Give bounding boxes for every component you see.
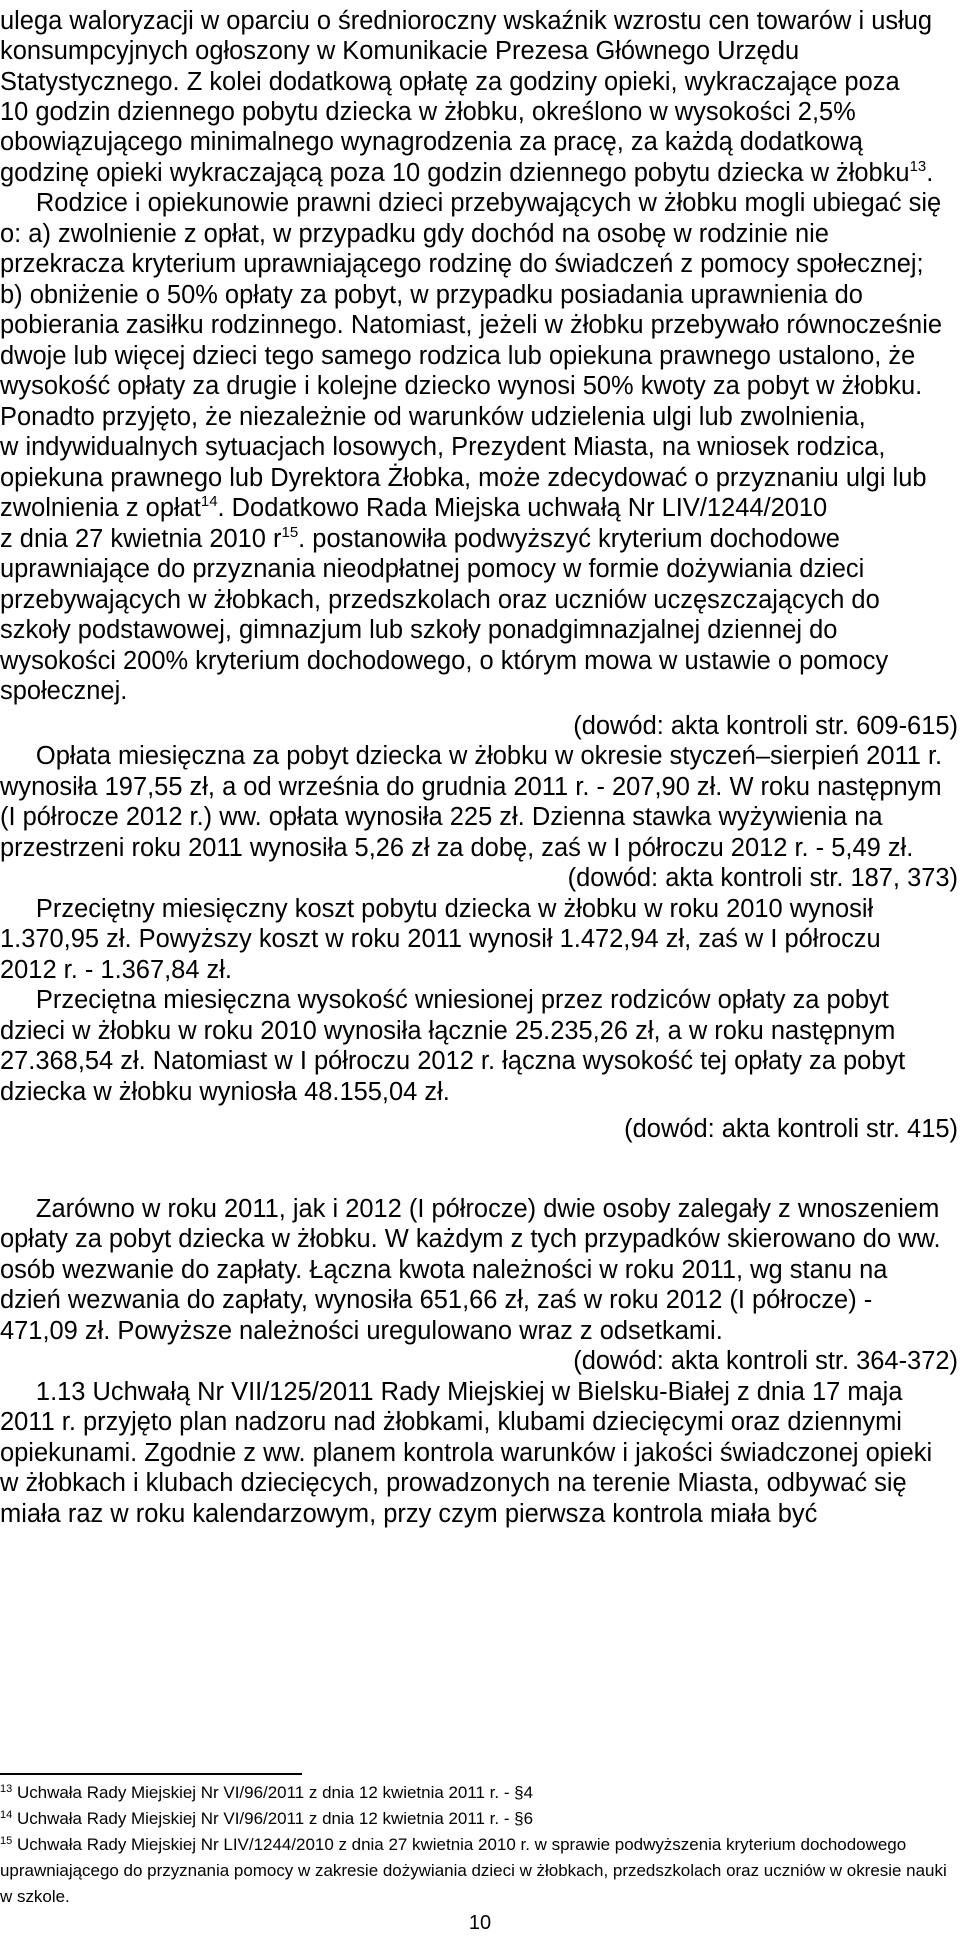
footnote-ref-15: 15 [281,524,299,541]
footnote-15-continuation: uprawniającego do przyznania pomocy w zakresie dożywiania dzieci w żłobkach, przedszkolach oraz uczniów w okresie nauki [0,1861,947,1880]
text-line: przekracza kryterium uprawniającego rodzinę do świadczeń z pomocy społecznej; [0,250,924,278]
text-line: o: a) zwolnienie z opłat, w przypadku gdy dochód na osobę w rodzinie nie [0,220,829,248]
proof-reference: (dowód: akta kontroli str. 415) [624,1115,958,1143]
text-line: obowiązującego minimalnego wynagrodzenia za pracę, za każdą dodatkową [0,128,863,156]
text-line: dzień wezwania do zapłaty, wynosiła 651,66 zł, zaś w roku 2012 (I półrocze) - [0,1286,873,1314]
text-line: 10 godzin dziennego pobytu dziecka w żłobku, określono w wysokości 2,5% [0,98,856,126]
text-line: z dnia 27 kwietnia 2010 $r^{15}$. postanowiła podwyższyć kryterium dochodowe [0,524,840,553]
text-line: Przeciętny miesięczny koszt pobytu dziecka w żłobku w roku 2010 wynosił [35,895,874,923]
proof-reference: (dowód: akta kontroli str. 364-372) [573,1347,958,1375]
text-line: wysokości 200% kryterium dochodowego, o którym mowa w ustawie o pomocy [0,647,889,675]
text-line: Przeciętna miesięczna wysokość wniesionej przez rodziców opłaty za pobyt [35,986,889,1014]
text-line: przestrzeni roku 2011 wynosiła 5,26 zł za dobę, zaś w I półroczu 2012 r. - 5,49 zł. [0,834,914,862]
footnote-15: $^{15}$ Uchwała Rady Miejskiej Nr LIV/1244/2010 z dnia 27 kwietnia 2010 r. w sprawie podwyższenia kryterium dochodowego [0,1835,907,1854]
text-line: Zarówno w roku 2011, jak i 2012 (I półrocze) dwie osoby zalegały z wnoszeniem [35,1195,940,1223]
text-line: miała raz w roku kalendarzowym, przy czym pierwsza kontrola miała być [0,1500,818,1528]
text-line: Opłata miesięczna za pobyt dziecka w żłobku w okresie styczeń–sierpień 2011 r. [35,742,943,770]
text-line: szkoły podstawowej, gimnazjum lub szkoły ponadgimnazjalnej dziennej do [0,616,838,644]
text-line: 2012 r. - 1.367,84 zł. [0,956,233,984]
text-line: 2011 r. przyjęto plan nadzoru nad żłobkami, klubami dziecięcymi oraz dziennymi [0,1408,902,1436]
text-line: opiekuna prawnego lub Dyrektora Żłobka, może zdecydować o przyznaniu ulgi lub [0,464,927,492]
text-line: 1.13 Uchwałą Nr VII/125/2011 Rady Miejskiej w Bielsku-Białej z dnia 17 maja [35,1378,903,1406]
text-line: godzinę opieki wykraczającą poza 10 godzin dziennego pobytu dziecka w żłobku$^{13}$. [0,158,934,187]
text-line: dwoje lub więcej dzieci tego samego rodzica lub opiekuna prawnego ustalono, że [0,342,916,370]
text-line: wysokość opłaty za drugie i kolejne dziecko wynosi 50% kwoty za pobyt w żłobku. [0,372,923,400]
proof-reference: (dowód: akta kontroli str. 187, 373) [567,864,958,892]
text-line: Ponadto przyjęto, że niezależnie od warunków udzielenia ulgi lub zwolnienia, [0,403,866,431]
text-line: w żłobkach i klubach dziecięcych, prowadzonych na terenie Miasta, odbywać się [0,1469,907,1497]
page-number: 10 [468,1912,492,1934]
text-line: 1.370,95 zł. Powyższy koszt w roku 2011 wynosił 1.472,94 zł, zaś w I półroczu [0,925,881,953]
text-line: przebywających w żłobkach, przedszkolach oraz uczniów uczęszczających do [0,586,880,614]
footnote-14: $^{14}$ Uchwała Rady Miejskiej Nr VI/96/2011 z dnia 12 kwietnia 2011 r. - §6 [0,1809,534,1828]
footnote-13: $^{13}$ Uchwała Rady Miejskiej Nr VI/96/2011 z dnia 12 kwietnia 2011 r. - §4 [0,1783,534,1802]
text-line: opłaty za pobyt dziecka w żłobku. W każdym z tych przypadków skierowano do ww. [0,1225,941,1253]
text-line: konsumpcyjnych ogłoszony w Komunikacie Prezesa Głównego Urzędu [0,37,800,65]
text-line: opiekunami. Zgodnie z ww. planem kontrola warunków i jakości świadczonej opieki [0,1439,933,1467]
footnote-ref-14: 14 [200,493,218,510]
text-line: Statystycznego. Z kolei dodatkową opłatę za godziny opieki, wykraczające poza [0,68,900,96]
text-line: (I półrocze 2012 r.) ww. opłata wynosiła 225 zł. Dzienna stawka wyżywienia na [0,803,883,831]
text-line: 471,09 zł. Powyższe należności uregulowano wraz z odsetkami. [0,1317,723,1345]
text-line: dziecka w żłobku wyniosła 48.155,04 zł. [0,1078,450,1106]
text-line: ulega waloryzacji w oparciu o średnioroczny wskaźnik wzrostu cen towarów i usług [0,7,933,35]
text-line: dzieci w żłobku w roku 2010 wynosiła łącznie 25.235,26 zł, a w roku następnym [0,1017,896,1045]
footnote-ref-13: 13 [909,158,927,175]
proof-reference: (dowód: akta kontroli str. 609-615) [573,712,958,740]
text-line: 27.368,54 zł. Natomiast w I półroczu 2012 r. łączna wysokość tej opłaty za pobyt [0,1047,906,1075]
text-line: pobierania zasiłku rodzinnego. Natomiast, jeżeli w żłobku przebywało równocześnie [0,311,943,339]
text-line: w indywidualnych sytuacjach losowych, Prezydent Miasta, na wniosek rodzica, [0,433,886,461]
text-line: wynosiła 197,55 zł, a od września do grudnia 2011 r. - 207,90 zł. W roku następnym [0,773,942,801]
footnote-15-continuation: w szkole. [0,1887,70,1906]
text-line: społecznej. [0,677,128,705]
text-line: zwolnienia z opłat$^{14}$. Dodatkowo Rada Miejska uchwałą Nr LIV/1244/2010 [0,493,828,522]
text-line: b) obniżenie o 50% opłaty za pobyt, w przypadku posiadania uprawnienia do [0,281,863,309]
text-line: Rodzice i opiekunowie prawni dzieci przebywających w żłobku mogli ubiegać się [35,189,942,217]
footnote-separator [0,1773,302,1775]
text-line: uprawniające do przyznania nieodpłatnej pomocy w formie dożywiania dzieci [0,555,865,583]
text-line: osób wezwanie do zapłaty. Łączna kwota należności w roku 2011, wg stanu na [0,1256,888,1284]
